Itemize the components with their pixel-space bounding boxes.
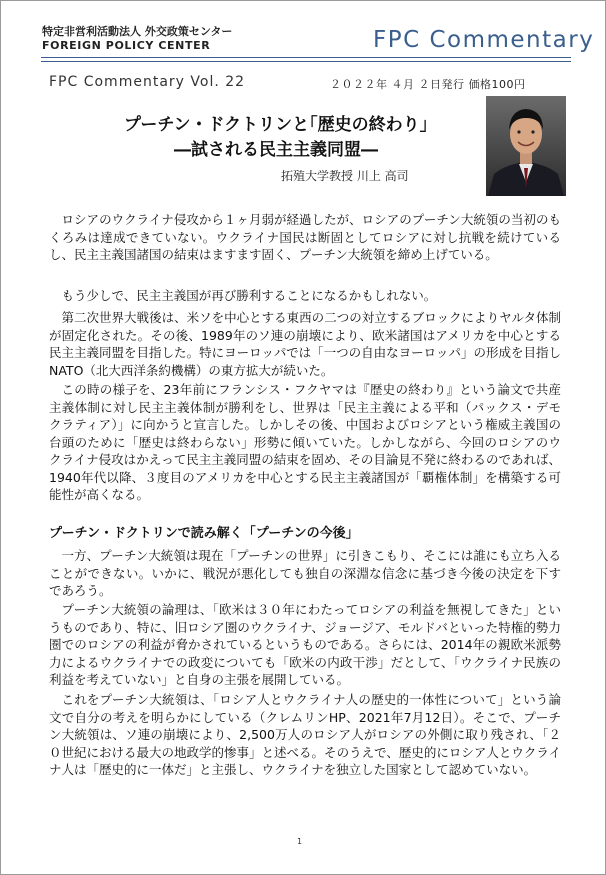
- article-subtitle: ―試される民主主義同盟―: [174, 140, 378, 160]
- paragraph: もう少しで、民主主義国が再び勝利することになるかもしれない。: [61, 288, 437, 303]
- org-name-en: FOREIGN POLICY CENTER: [42, 39, 211, 52]
- paragraph: ロシアのウクライナ侵攻から１ヶ月弱が経過したが、ロシアのプーチン大統領の当初のもくろみは達成できていない。ウクライナ国民は断固としてロシアに対し抗戦を続けているし、民主主義国諸国の結束はますます固く、プーチン大統領を締め上げている。: [49, 212, 561, 262]
- paragraph: 一方、プーチン大統領は現在「プーチンの世界」に引きこもり、そこには誰にも立ち入ることができない。いかに、戦況が悪化しても独自の深淵な信念に基づき今後の決定を下すであろう。: [49, 548, 561, 598]
- article-title: プーチン・ドクトリンと｢歴史の終わり｣: [123, 115, 429, 135]
- header-rule-thin: [41, 61, 571, 62]
- header-rule: [41, 57, 571, 58]
- paragraph: これをプーチン大統領は、「ロシア人とウクライナ人の歴史的一体性について」という論文で自分の考えを明らかにしている（クレムリンHP、2021年7月12日）。そこで、プーチン大統領は、ソ連の崩壊により、2,500万人のロシア人がロシアの外側に取り残され、「２０世紀における最大の地政学的惨事」と述べる。そのうえで、歴史的にロシア人とウクライナ人は「歴史的に一体だ」と主張し、ウクライナを独立した国家として認めていない。: [49, 692, 561, 777]
- paragraph: この時の様子を、23年前にフランシス・フクヤマは『歴史の終わり』という論文で共産主義体制に対し民主主義体制が勝利をし、世界は「民主主義による平和（パックス・デモクラティア）」に向かうと宣言した。しかしその後、中国およびロシアという権威主義国の台頭のために「歴史は終わらない」形勢に傾いていた。しかしながら、今回のロシアのウクライナ侵攻はかえって民主主義同盟の結束を固め、その目論見不発に終わるのであれば、1940年代以降、３度目のアメリカを中心とする民主主義諸国が「覇権体制」を構築する可能性が高くなる。: [49, 382, 561, 502]
- page-number: 1: [297, 837, 303, 846]
- paragraph: プーチン大統領の論理は、「欧米は３０年にわたってロシアの利益を無視してきた」というものであり、特に、旧ロシア圏のウクライナ、ジョージア、モルドバといった特権的勢力圏でのロシアの利益が脅かされているというものである。さらには、2014年の親欧米派勢力によるウクライナでの政変についても「欧米の内政干渉」だとして、「ウクライナ民族の利益を考えていない」と自身の主張を展開している。: [49, 602, 561, 687]
- brand-title: FPC Commentary: [373, 27, 595, 53]
- section-heading: プーチン・ドクトリンで読み解く「プーチンの今後」: [49, 526, 359, 541]
- paragraph: 第二次世界大戦後は、米ソを中心とする東西の二つの対立するブロックによりヤルタ体制が固定化された。その後、1989年のソ連の崩壊により、欧米諸国はアメリカを中心とする民主主義同盟を目指した。特にヨーロッパでは「一つの自由なヨーロッパ」の形成を目指しNATO（北大西洋条約機構）の東方拡大が続いた。: [49, 310, 561, 378]
- org-name-jp: 特定非営利活動法人 外交政策センター: [42, 25, 233, 38]
- issue-date-price: ２０２２年 ４月 ２日発行 価格100円: [330, 78, 526, 91]
- author-byline: 拓殖大学教授 川上 高司: [281, 169, 409, 183]
- volume-label: FPC Commentary Vol. 22: [49, 74, 246, 90]
- author-photo: [486, 96, 566, 196]
